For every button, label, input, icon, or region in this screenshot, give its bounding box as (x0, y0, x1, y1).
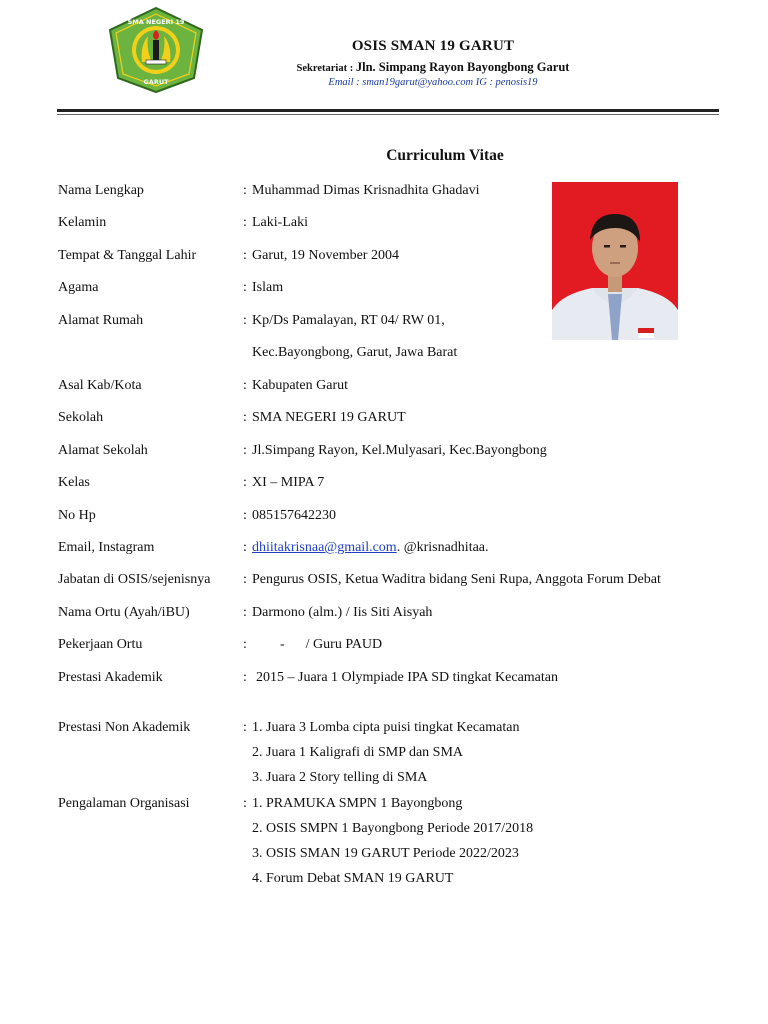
field-value: XI – MIPA 7 (252, 475, 325, 490)
field-label: Nama Ortu (Ayah/iBU) (58, 605, 190, 620)
field-label: Email, Instagram (58, 540, 155, 555)
field-label: Asal Kab/Kota (58, 378, 142, 393)
field-label: Nama Lengkap (58, 183, 144, 198)
document-title: Curriculum Vitae (386, 147, 504, 164)
logo-text-top: SMA NEGERI 19 (127, 18, 185, 26)
field-label: Pengalaman Organisasi (58, 796, 190, 811)
field-alamat-sekolah: Alamat Sekolah : Jl.Simpang Rayon, Kel.Mulyasari, Kec.Bayongbong (58, 441, 738, 461)
header-divider-thin (57, 114, 719, 115)
field-tempat-tanggal-lahir: Tempat & Tanggal Lahir : Garut, 19 November 2004 (58, 246, 738, 266)
field-asal-kab-kota: Asal Kab/Kota : Kabupaten Garut (58, 376, 738, 396)
field-label: Jabatan di OSIS/sejenisnya (58, 572, 211, 587)
list-row (58, 844, 738, 864)
list-row (58, 819, 738, 839)
list-item: 1. PRAMUKA SMPN 1 Bayongbong (252, 796, 463, 811)
field-value: Garut, 19 November 2004 (252, 248, 399, 263)
field-value: Pengurus OSIS, Ketua Waditra bidang Seni Rupa, Anggota Forum Debat (252, 572, 661, 587)
field-value: Darmono (alm.) / Iis Siti Aisyah (252, 605, 433, 620)
logo-text-bottom: GARUT (143, 78, 169, 86)
list-row (58, 768, 738, 788)
field-label: Pekerjaan Ortu (58, 637, 143, 652)
list-item: 4. Forum Debat SMAN 19 GARUT (252, 871, 454, 886)
list-row (58, 743, 738, 763)
email-link[interactable]: dhiitakrisnaa@gmail.com (252, 540, 397, 555)
field-label: No Hp (58, 508, 96, 523)
field-value: Kabupaten Garut (252, 378, 349, 393)
list-item: 3. OSIS SMAN 19 GARUT Periode 2022/2023 (252, 846, 519, 861)
field-kelas: Kelas : XI – MIPA 7 (58, 473, 738, 493)
contact-line: Email : sman19garut@yahoo.com IG : penosis19 (328, 77, 538, 88)
field-label: Sekolah (58, 410, 104, 425)
field-label: Kelamin (58, 215, 107, 230)
field-alamat-rumah: Alamat Rumah : Kp/Ds Pamalayan, RT 04/ RW 01, (58, 311, 738, 331)
field-value: Jl.Simpang Rayon, Kel.Mulyasari, Kec.Bayongbong (252, 443, 547, 458)
secretariat-line (250, 60, 616, 75)
field-no-hp: No Hp : 085157642230 (58, 506, 738, 526)
field-sekolah: Sekolah : SMA NEGERI 19 GARUT (58, 408, 738, 428)
list-item: 1. Juara 3 Lomba cipta puisi tingkat Kecamatan (252, 720, 520, 735)
field-value: - / Guru PAUD (252, 637, 383, 652)
field-value: 085157642230 (252, 508, 336, 523)
secretariat-label: Sekretariat : (296, 63, 356, 74)
field-label: Agama (58, 280, 99, 295)
field-value-continued: Kec.Bayongbong, Garut, Jawa Barat (252, 345, 458, 360)
field-value: Laki-Laki (252, 215, 308, 230)
field-prestasi-akademik: Prestasi Akademik : 2015 – Juara 1 Olympiade IPA SD tingkat Kecamatan (58, 668, 738, 688)
field-agama: Agama : Islam (58, 278, 738, 298)
field-label: Alamat Sekolah (58, 443, 148, 458)
field-email-instagram: Email, Instagram : dhiitakrisnaa@gmail.com. @krisnadhitaa. (58, 538, 738, 558)
field-value: Muhammad Dimas Krisnadhita Ghadavi (252, 183, 480, 198)
field-label: Prestasi Akademik (58, 670, 163, 685)
list-row (58, 869, 738, 889)
field-nama-ortu: Nama Ortu (Ayah/iBU) : Darmono (alm.) / Iis Siti Aisyah (58, 603, 738, 623)
list-item: 3. Juara 2 Story telling di SMA (252, 770, 428, 785)
field-value: Kp/Ds Pamalayan, RT 04/ RW 01, (252, 313, 445, 328)
header-divider-thick (57, 109, 719, 112)
field-label: Kelas (58, 475, 90, 490)
field-label: Tempat & Tanggal Lahir (58, 248, 197, 263)
field-alamat-rumah-cont (58, 343, 738, 363)
field-jabatan: Jabatan di OSIS/sejenisnya : Pengurus OSIS, Ketua Waditra bidang Seni Rupa, Anggota Forum Debat (58, 570, 738, 590)
school-logo (104, 6, 208, 94)
field-label: Prestasi Non Akademik (58, 720, 191, 735)
field-label: Alamat Rumah (58, 313, 144, 328)
field-value: SMA NEGERI 19 GARUT (252, 410, 406, 425)
field-pekerjaan-ortu: Pekerjaan Ortu : - / Guru PAUD (58, 635, 738, 655)
org-title: OSIS SMAN 19 GARUT (351, 38, 515, 54)
field-value: Islam (252, 280, 284, 295)
list-item: 2. Juara 1 Kaligrafi di SMP dan SMA (252, 745, 464, 760)
field-kelamin: Kelamin : Laki-Laki (58, 213, 738, 233)
field-nama-lengkap: Nama Lengkap : Muhammad Dimas Krisnadhita Ghadavi (58, 181, 738, 201)
field-value: 2015 – Juara 1 Olympiade IPA SD tingkat Kecamatan (256, 670, 558, 685)
instagram-handle: . @krisnadhitaa. (396, 540, 489, 555)
field-pengalaman-organisasi: Pengalaman Organisasi : 1. PRAMUKA SMPN 1 Bayongbong (58, 794, 738, 814)
list-item: 2. OSIS SMPN 1 Bayongbong Periode 2017/2018 (252, 821, 534, 836)
secretariat-address: Jln. Simpang Rayon Bayongbong Garut (355, 60, 570, 74)
field-prestasi-non-akademik: Prestasi Non Akademik : 1. Juara 3 Lomba cipta puisi tingkat Kecamatan (58, 718, 738, 738)
